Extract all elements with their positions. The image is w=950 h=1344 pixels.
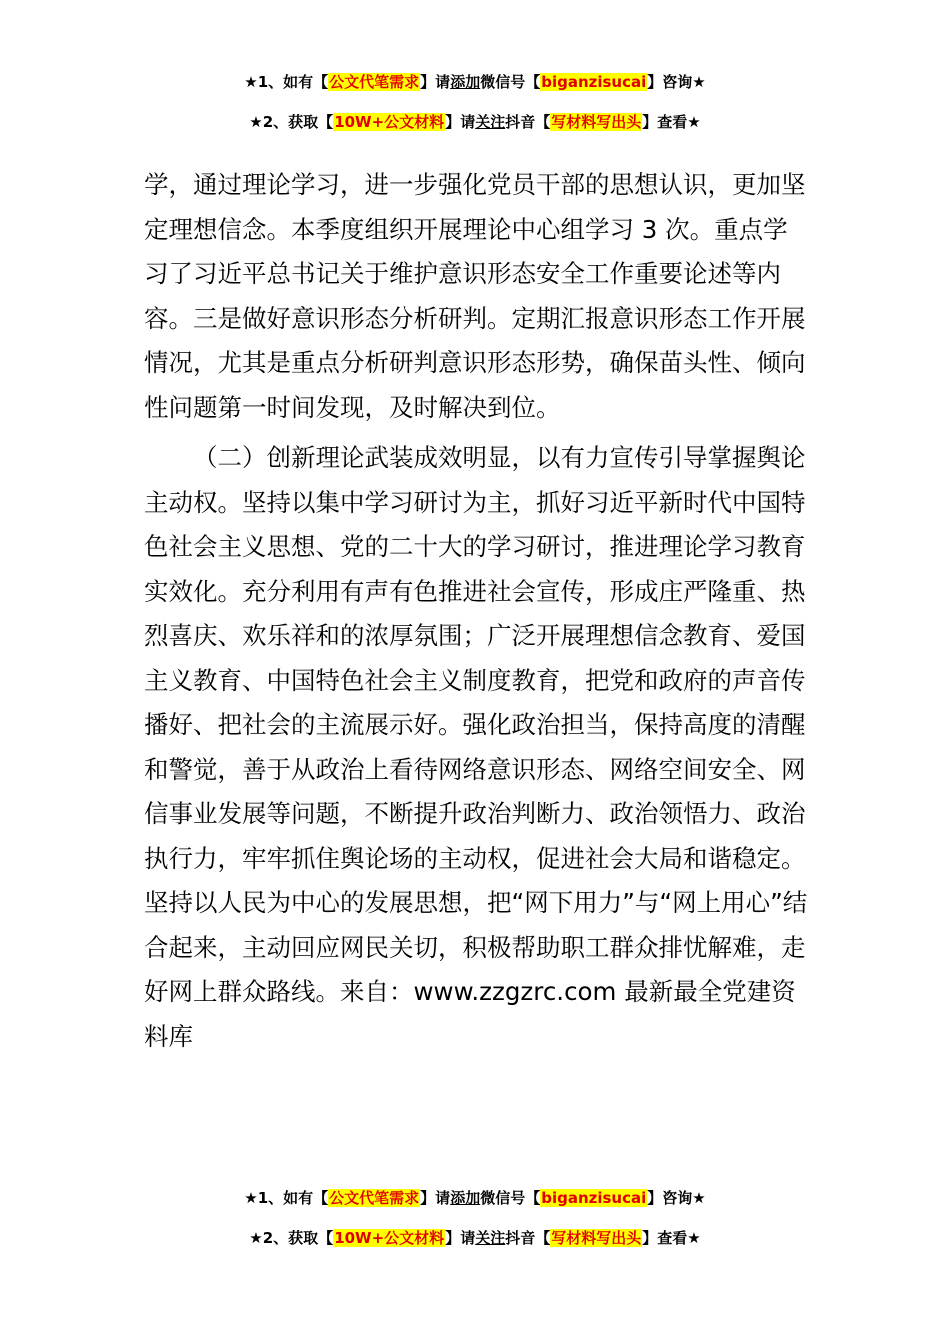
footer-line1-suffix: 】咨询★ (647, 1189, 706, 1207)
header-line2-mid1: 】请 (445, 113, 476, 131)
header-ad-line-1 (0, 72, 950, 92)
footer-line2-highlight-materials: 10W+公文材料 (334, 1229, 445, 1247)
footer-line2-highlight-douyin: 写材料写出头 (551, 1229, 642, 1247)
header-line2-underlined: 关注 (475, 113, 506, 131)
header-line1-highlight-wechat-id: biganzisucai (541, 73, 647, 91)
header-line2-highlight-materials: 10W+公文材料 (334, 113, 445, 131)
footer-ad-line-1 (0, 1188, 950, 1208)
footer-line1-highlight-service: 公文代笔需求 (329, 1189, 420, 1207)
footer-line2-mid2: 抖音【 (505, 1229, 551, 1247)
header-line2-mid2: 抖音【 (505, 113, 551, 131)
footer-line1-mid1: 】请 (420, 1189, 451, 1207)
header-line1-prefix: ★1、如有【 (244, 73, 329, 91)
footer-line1-highlight-wechat-id: biganzisucai (541, 1189, 647, 1207)
header-line1-mid1: 】请 (420, 73, 451, 91)
footer-line2-suffix: 】查看★ (642, 1229, 701, 1247)
header-line1-highlight-service: 公文代笔需求 (329, 73, 420, 91)
header-line2-prefix: ★2、获取【 (249, 113, 334, 131)
footer-line2-prefix: ★2、获取【 (249, 1229, 334, 1247)
header-line1-underlined: 添加 (450, 73, 481, 91)
footer-line2-underlined: 关注 (475, 1229, 506, 1247)
paragraph-1: 学，通过理论学习，进一步强化党员干部的思想认识，更加坚定理想信念。本季度组织开展理论中心组学习 3 次。重点学习了习近平总书记关于维护意识形态安全工作重要论述等内容。三是做好意识形态分析研判。定期汇报意识形态工作开展情况，尤其是重点分析研判意识形态形势，确保苗头性、倾向性问题第一时间发现，及时解决到位。 (144, 170, 806, 422)
footer-line2-mid1: 】请 (445, 1229, 476, 1247)
footer-ad-line-2 (0, 1228, 950, 1248)
footer-line1-underlined: 添加 (450, 1189, 481, 1207)
header-line1-suffix: 】咨询★ (647, 73, 706, 91)
header-line2-highlight-douyin: 写材料写出头 (551, 113, 642, 131)
footer-line1-mid2: 微信号【 (480, 1189, 541, 1207)
footer-line1-prefix: ★1、如有【 (244, 1189, 329, 1207)
header-ad-line-2 (0, 112, 950, 132)
header-line2-suffix: 】查看★ (642, 113, 701, 131)
header-line1-mid2: 微信号【 (480, 73, 541, 91)
document-body (144, 163, 810, 1059)
paragraph-2: （二）创新理论武装成效明显，以有力宣传引导掌握舆论主动权。坚持以集中学习研讨为主，抓好习近平新时代中国特色社会主义思想、党的二十大的学习研讨，推进理论学习教育实效化。充分利用有声有色推进社会宣传，形成庄严隆重、热烈喜庆、欢乐祥和的浓厚氛围；广泛开展理想信念教育、爱国主义教育、中国特色社会主义制度教育，把党和政府的声音传播好、把社会的主流展示好。强化政治担当，保持高度的清醒和警觉，善于从政治上看待网络意识形态、网络空间安全、网信事业发展等问题，不断提升政治判断力、政治领悟力、政治执行力，牢牢抓住舆论场的主动权，促进社会大局和谐稳定。坚持以人民为中心的发展思想，把“网下用力”与“网上用心”结合起来，主动回应网民关切，积极帮助职工群众排忧解难，走好网上群众路线。来自：www.zzgzrc.com 最新最全党建资料库 (144, 443, 808, 1051)
